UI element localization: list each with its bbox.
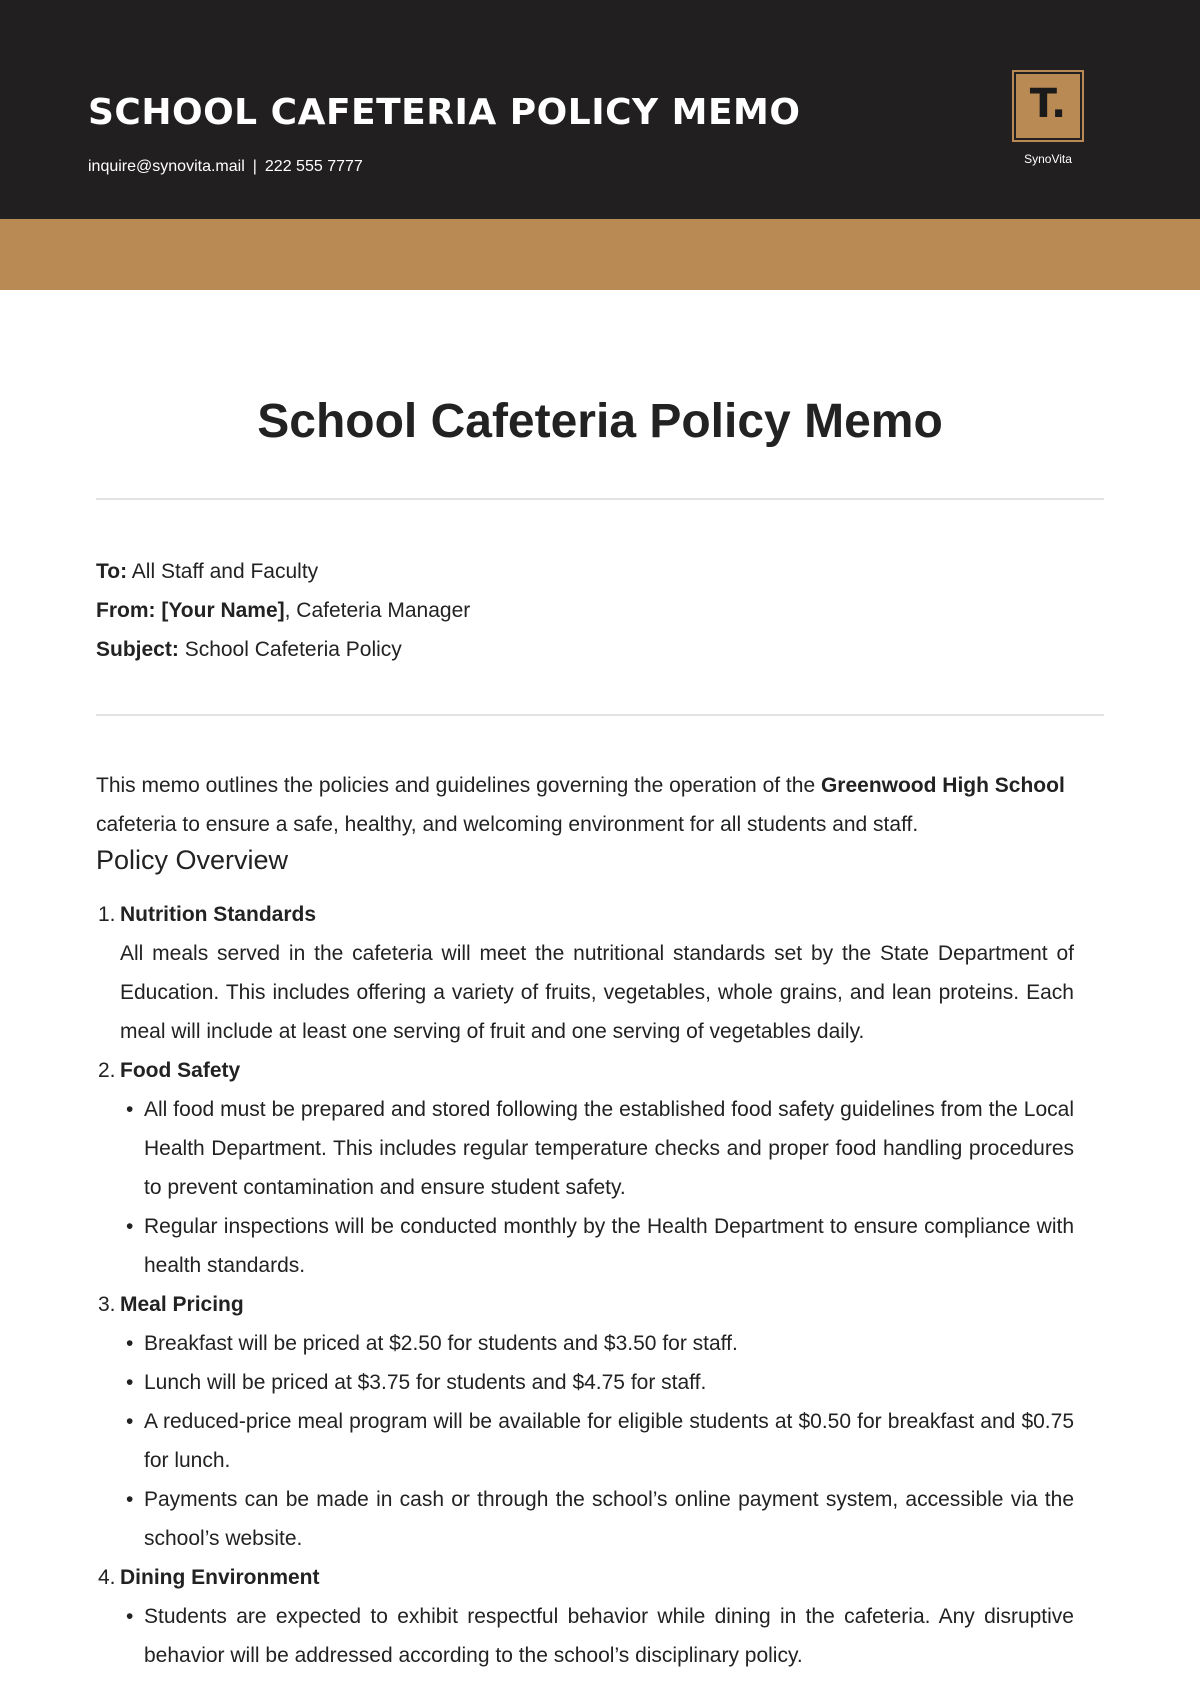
header-contact (88, 158, 363, 176)
header-band (0, 0, 1200, 219)
document-title: School Cafeteria Policy Memo (257, 395, 943, 448)
to-label: To: (96, 560, 128, 583)
bullet-icon: • (126, 1488, 134, 1511)
contact-separator: | (252, 158, 257, 175)
policy-list (96, 895, 1096, 1675)
bullet-item (120, 1480, 1074, 1558)
contact-phone: 222 555 7777 (264, 158, 363, 175)
policy-number: 4. (98, 1566, 116, 1589)
bullet-item (120, 1207, 1074, 1285)
bullet-list (120, 1597, 1096, 1675)
bullet-text: Breakfast will be priced at $2.50 for students and $3.50 for staff. (144, 1332, 738, 1355)
policy-description: All meals served in the cafeteria will meet the nutritional standards set by the State Department of Education. This includes offering a variety of fruits, vegetables, whole grains, and lean proteins. Each meal will include at least one serving of fruit and one serving of vegetables daily. (120, 942, 1074, 1043)
policy-overview-heading: Policy Overview (96, 845, 289, 875)
bullet-icon: • (126, 1605, 134, 1628)
bullet-item (120, 1363, 1074, 1402)
contact-email: inquire@synovita.mail (88, 158, 245, 175)
from-role: , Cafeteria Manager (284, 599, 471, 622)
memo-to (96, 552, 470, 591)
memo-from (96, 591, 470, 630)
intro-text-end: cafeteria to ensure a safe, healthy, and welcoming environment for all students and staff. (96, 813, 919, 836)
bullet-text: Lunch will be priced at $3.75 for students and $4.75 for staff. (144, 1371, 707, 1394)
bullet-item (120, 1090, 1074, 1207)
policy-item (96, 1558, 1096, 1675)
bullet-list (120, 1324, 1096, 1558)
subject-value: School Cafeteria Policy (184, 638, 402, 661)
policy-number: 1. (98, 903, 116, 926)
policy-item (96, 1051, 1096, 1285)
bullet-text: Regular inspections will be conducted monthly by the Health Department to ensure compliance with health standards. (144, 1215, 1074, 1277)
bullet-icon: • (126, 1371, 134, 1394)
logo-letter: T. (1029, 81, 1067, 127)
intro-text-start: This memo outlines the policies and guidelines governing the operation of the (96, 774, 821, 797)
policy-name: Meal Pricing (120, 1293, 244, 1316)
bullet-list (120, 1090, 1096, 1285)
bullet-icon: • (126, 1098, 134, 1121)
policy-name: Dining Environment (120, 1566, 320, 1589)
policy-name: Nutrition Standards (120, 903, 317, 926)
from-label: From: (96, 599, 156, 622)
from-name: [Your Name] (161, 599, 285, 622)
school-name: Greenwood High School (820, 774, 1065, 797)
to-value: All Staff and Faculty (131, 560, 319, 583)
bullet-text: Students are expected to exhibit respectful behavior while dining in the cafeteria. Any disruptive behavior will be addressed according to the school’s disciplinary policy. (144, 1605, 1074, 1667)
divider-top (96, 498, 1104, 500)
bullet-text: All food must be prepared and stored following the established food safety guidelines from the Local Health Department. This includes regular temperature checks and proper food handling procedures to prevent contamination and ensure student safety. (144, 1098, 1074, 1199)
header-title: SCHOOL CAFETERIA POLICY MEMO (88, 92, 801, 133)
policy-item (96, 895, 1096, 1051)
bullet-icon: • (126, 1332, 134, 1355)
bullet-text: Payments can be made in cash or through the school’s online payment system, accessible via the school’s website. (144, 1488, 1074, 1550)
accent-band (0, 219, 1200, 290)
bullet-icon: • (126, 1215, 134, 1238)
logo-icon (1014, 72, 1082, 140)
bullet-item (120, 1597, 1074, 1675)
policy-item (96, 1285, 1096, 1558)
bullet-item (120, 1402, 1074, 1480)
policy-number: 3. (98, 1293, 116, 1316)
divider-bottom (96, 714, 1104, 716)
bullet-icon: • (126, 1410, 134, 1433)
policy-number: 2. (98, 1059, 116, 1082)
bullet-text: A reduced-price meal program will be available for eligible students at $0.50 for breakfast and $0.75 for lunch. (144, 1410, 1074, 1472)
memo-subject (96, 630, 470, 669)
memo-meta (96, 552, 470, 669)
policy-name: Food Safety (120, 1059, 241, 1082)
bullet-item (120, 1324, 1074, 1363)
intro-paragraph (96, 766, 1106, 844)
logo-name: SynoVita (1024, 152, 1072, 166)
subject-label: Subject: (96, 638, 179, 661)
